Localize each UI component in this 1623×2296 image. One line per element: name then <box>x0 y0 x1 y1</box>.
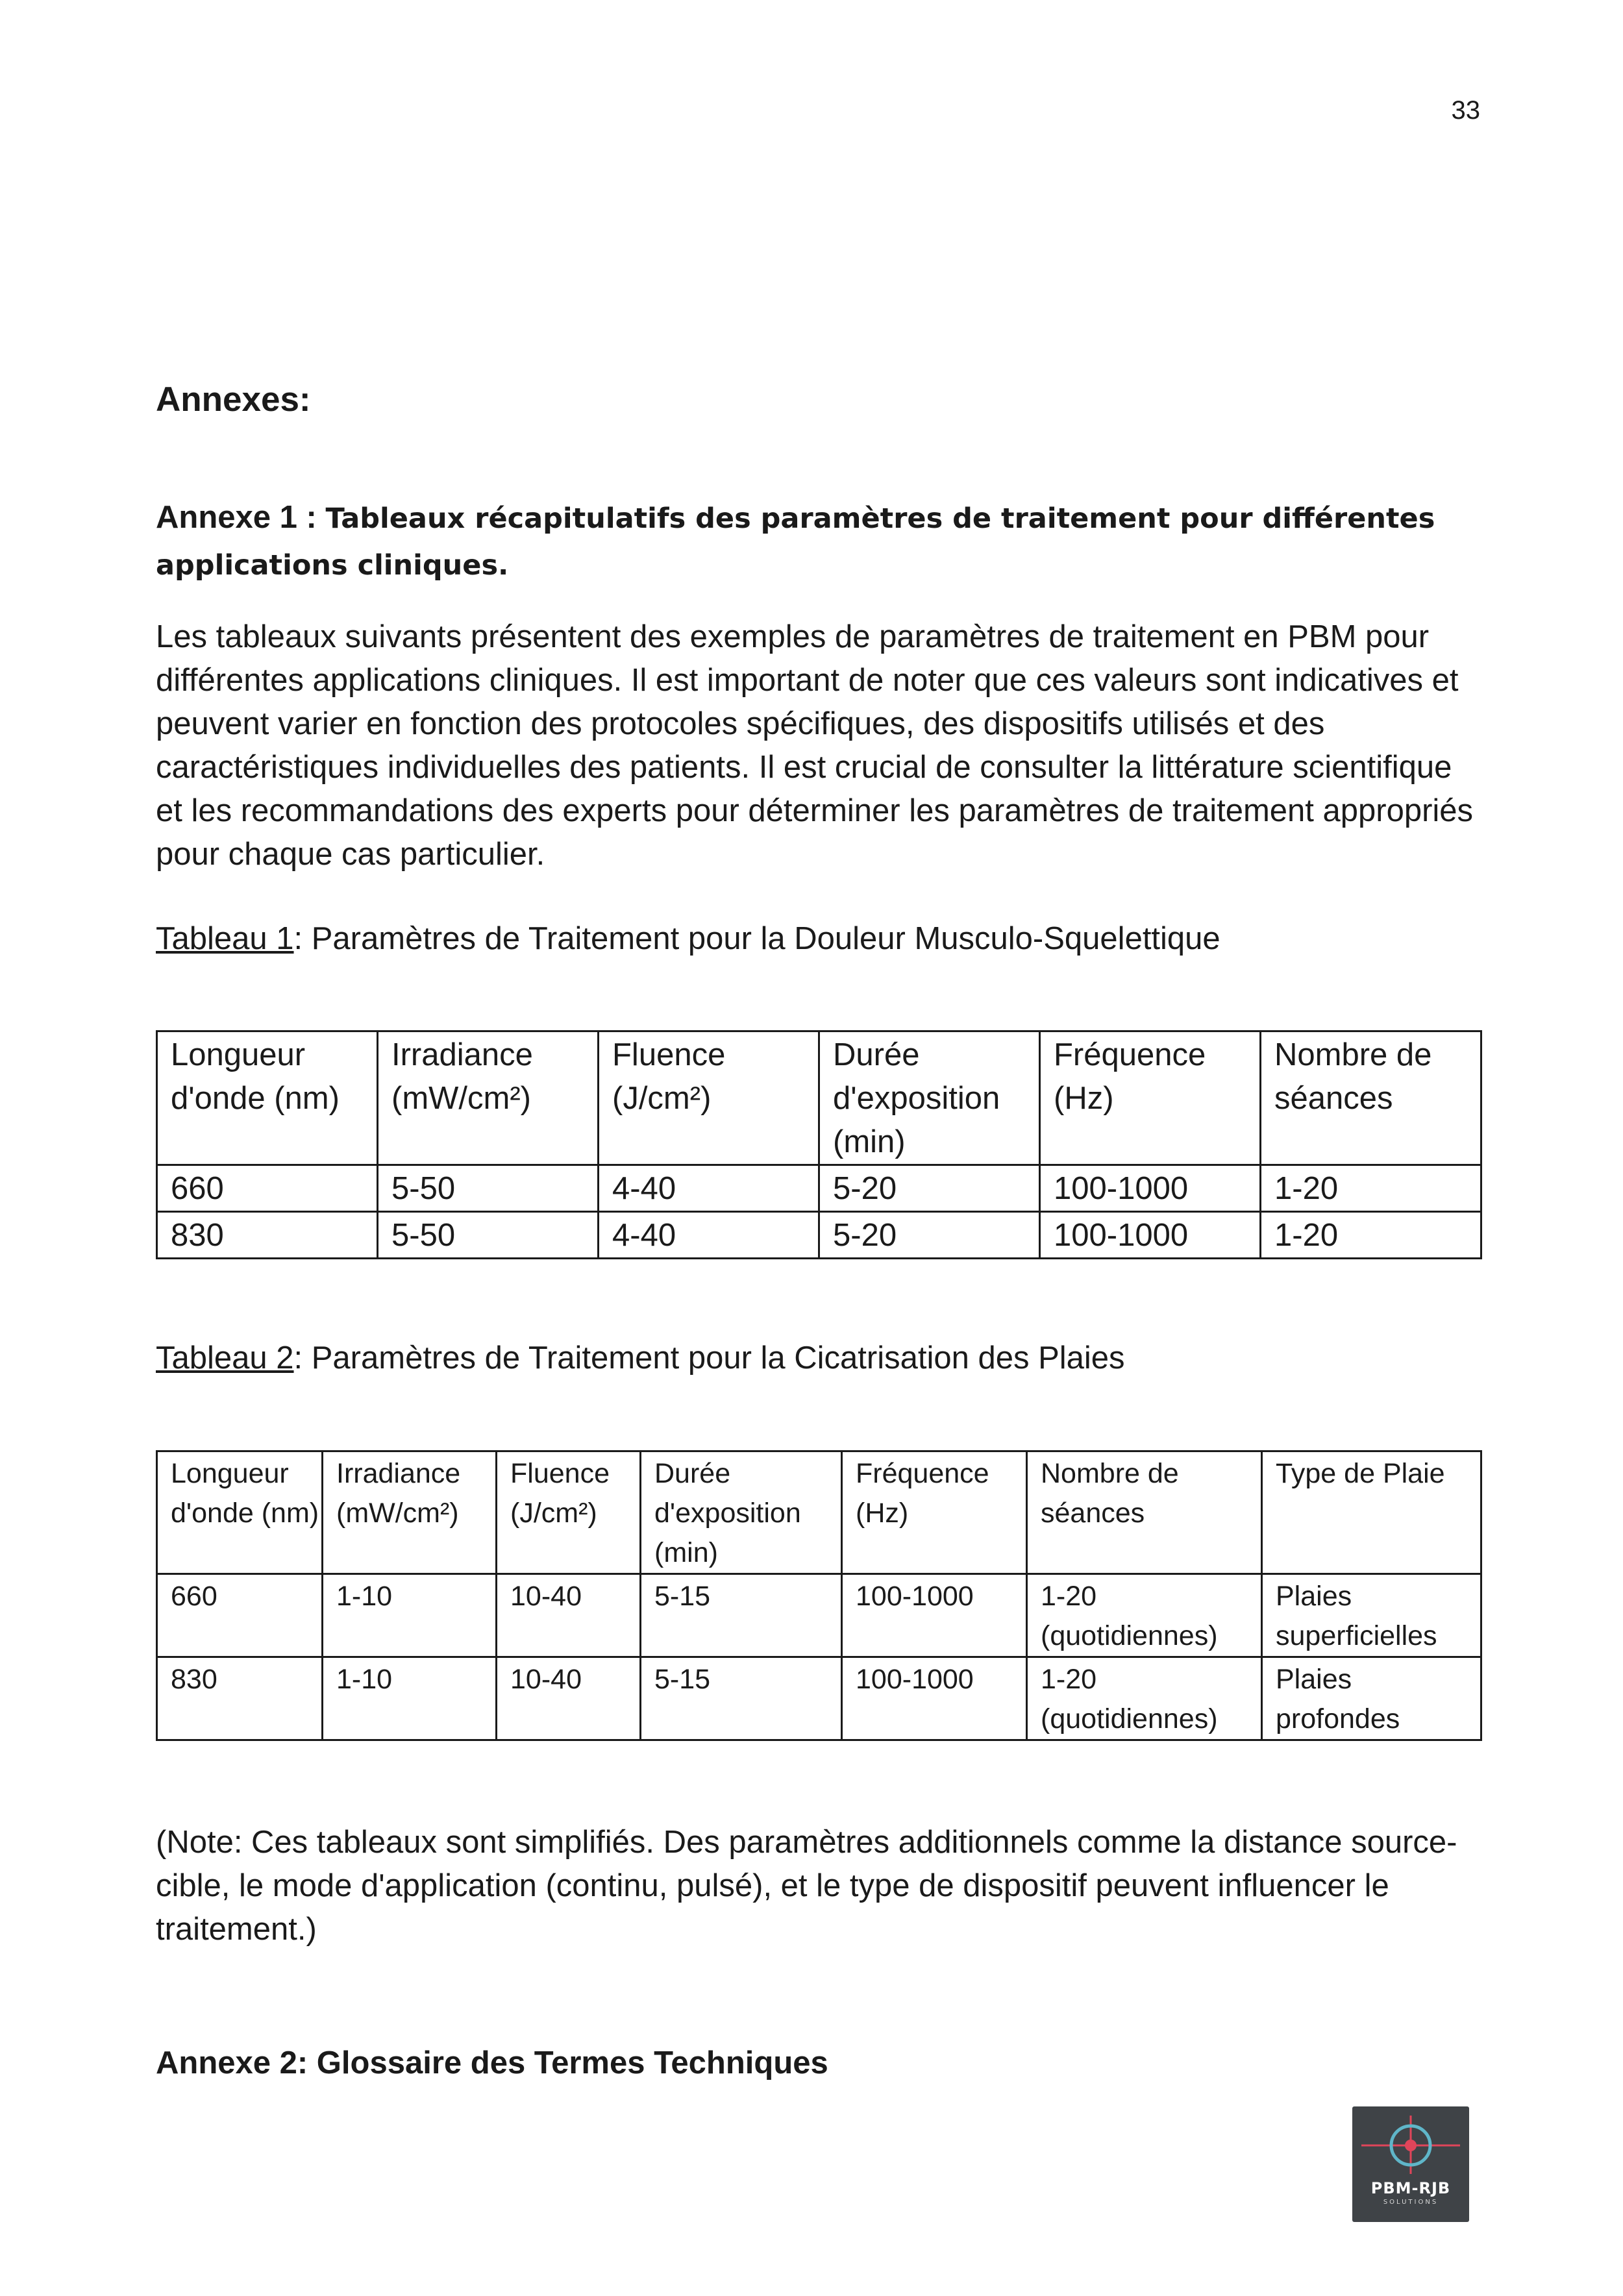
table-cell: 660 <box>157 1165 378 1212</box>
table-row <box>157 1165 1481 1212</box>
table-header-cell: Durée d'exposition (min) <box>641 1451 842 1574</box>
table-cell: 830 <box>157 1212 378 1259</box>
table2-caption-text: : Paramètres de Traitement pour la Cicatrisation des Plaies <box>293 1340 1125 1376</box>
table-header-cell: Nombre de séances <box>1261 1031 1481 1165</box>
table-header-row <box>157 1031 1481 1165</box>
table-cell: 4-40 <box>599 1212 819 1259</box>
table-cell: Plaies profondes <box>1262 1657 1481 1740</box>
table-cell: 5-15 <box>641 1657 842 1740</box>
table1-caption <box>156 920 1220 957</box>
note-paragraph: (Note: Ces tableaux sont simplifiés. Des paramètres additionnels comme la distance source-cible, le mode d'application (continu, pulsé), et le type de dispositif peuvent influencer le traitement.) <box>156 1825 1457 1947</box>
table-cell: 1-20 (quotidiennes) <box>1027 1574 1262 1657</box>
table2-caption-label: Tableau 2 <box>156 1340 294 1376</box>
table2 <box>156 1450 1482 1741</box>
table-row <box>157 1212 1481 1259</box>
intro-paragraph: Les tableaux suivants présentent des exemples de paramètres de traitement en PBM pour différentes applications cliniques. Il est important de noter que ces valeurs sont indicatives et peuvent varier en fonction des protocoles spécifiques, des dispositifs utilisés et des caractéristiques individuelles des patients. Il est crucial de consulter la littérature scientifique et les recommandations des experts pour déterminer les paramètres de traitement appropriés pour chaque cas particulier. <box>156 619 1474 872</box>
table-cell: 10-40 <box>497 1574 641 1657</box>
table-cell: 100-1000 <box>1040 1212 1261 1259</box>
table-cell: 5-20 <box>819 1165 1040 1212</box>
annexes-heading: Annexes: <box>156 380 311 419</box>
table-cell: 4-40 <box>599 1165 819 1212</box>
table-cell: 660 <box>157 1574 323 1657</box>
table-header-cell: Fréquence (Hz) <box>842 1451 1027 1574</box>
table-cell: 5-50 <box>378 1165 599 1212</box>
table-cell: 5-15 <box>641 1574 842 1657</box>
table-header-cell: Fréquence (Hz) <box>1040 1031 1261 1165</box>
table-header-cell: Type de Plaie <box>1262 1451 1481 1574</box>
table-header-cell: Fluence (J/cm²) <box>599 1031 819 1165</box>
annexe2-heading: Annexe 2: Glossaire des Termes Techniques <box>156 2045 828 2080</box>
table-header-cell: Longueur d'onde (nm) <box>157 1451 323 1574</box>
table-cell: 100-1000 <box>1040 1165 1261 1212</box>
table-cell: Plaies superficielles <box>1262 1574 1481 1657</box>
table-cell: 100-1000 <box>842 1574 1027 1657</box>
table-cell: 1-20 <box>1261 1165 1481 1212</box>
annexe1-label: Annexe 1 : <box>156 500 317 535</box>
table-cell: 1-10 <box>323 1657 497 1740</box>
table-header-cell: Longueur d'onde (nm) <box>157 1031 378 1165</box>
table-cell: 830 <box>157 1657 323 1740</box>
table-header-cell: Irradiance (mW/cm²) <box>378 1031 599 1165</box>
table1-caption-label: Tableau 1 <box>156 921 294 956</box>
table-cell: 100-1000 <box>842 1657 1027 1740</box>
table-header-cell: Irradiance (mW/cm²) <box>323 1451 497 1574</box>
logo-text: PBM-RJB <box>1370 2179 1451 2197</box>
table-cell: 1-20 <box>1261 1212 1481 1259</box>
page-number: 33 <box>1451 96 1480 125</box>
table-cell: 1-20 (quotidiennes) <box>1027 1657 1262 1740</box>
table-header-row <box>157 1451 1481 1574</box>
table-header-cell: Nombre de séances <box>1027 1451 1262 1574</box>
annexe1-heading <box>156 495 1480 588</box>
table-cell: 5-20 <box>819 1212 1040 1259</box>
table1 <box>156 1030 1482 1259</box>
table-cell: 5-50 <box>378 1212 599 1259</box>
table-header-cell: Durée d'exposition (min) <box>819 1031 1040 1165</box>
logo-subtext: SOLUTIONS <box>1383 2199 1439 2206</box>
table-row <box>157 1574 1481 1657</box>
table-cell: 10-40 <box>497 1657 641 1740</box>
table2-caption <box>156 1340 1125 1376</box>
table1-caption-text: : Paramètres de Traitement pour la Douleur Musculo-Squelettique <box>293 921 1220 956</box>
table-cell: 1-10 <box>323 1574 497 1657</box>
table-header-cell: Fluence (J/cm²) <box>497 1451 641 1574</box>
table-row <box>157 1657 1481 1740</box>
company-logo <box>1352 2106 1469 2222</box>
annexe1-title: Tableaux récapitulatifs des paramètres de traitement pour différentes applications cliniques. <box>156 502 1435 582</box>
